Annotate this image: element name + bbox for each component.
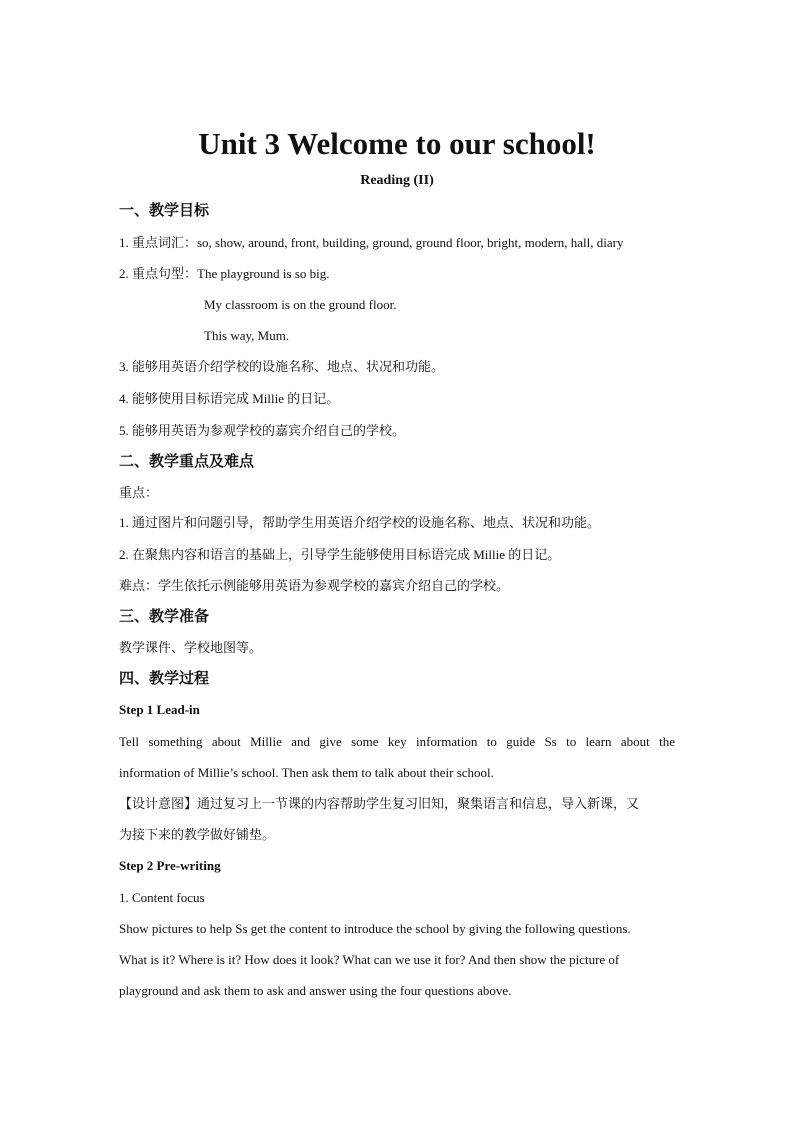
section-heading-preparation: 三、教学准备	[119, 609, 210, 625]
objective-sentence-3: This way, Mum.	[204, 328, 290, 343]
step-1-text-line-1: Tell something about Millie and give some key information to guide Ss to learn about the	[119, 734, 675, 749]
key-points-label: 重点：	[119, 485, 159, 500]
preparation-text: 教学课件、学校地图等。	[119, 640, 263, 655]
step-2-title: Step 2 Pre-writing	[119, 858, 221, 873]
section-heading-process: 四、教学过程	[119, 671, 210, 687]
page-subtitle: Reading (II)	[360, 173, 434, 188]
step-1-title: Step 1 Lead-in	[119, 702, 200, 717]
step-2-text-line-3: playground and ask them to ask and answer using the four questions above.	[119, 983, 512, 998]
objective-item-1: 1. 重点词汇：so, show, around, front, building, ground, ground floor, bright, modern, hall, diary	[119, 235, 624, 250]
key-point-item-2: 2. 在聚焦内容和语言的基础上，引导学生能够使用目标语完成 Millie 的日记。	[119, 547, 561, 562]
page-title: Unit 3 Welcome to our school!	[198, 126, 596, 161]
design-intent-line-2: 为接下来的教学做好铺垫。	[119, 827, 276, 842]
objective-sentence-2: My classroom is on the ground floor.	[204, 297, 397, 312]
step-2-text-line-1: Show pictures to help Ss get the content to introduce the school by giving the following questions.	[119, 921, 631, 936]
design-intent-line-1: 【设计意图】通过复习上一节课的内容帮助学生复习旧知，聚集语言和信息，导入新课，又	[119, 796, 640, 811]
objective-item-3: 3. 能够用英语介绍学校的设施名称、地点、状况和功能。	[119, 359, 445, 374]
step-2-text-line-2: What is it? Where is it? How does it look? What can we use it for? And then show the picture of	[119, 952, 620, 967]
section-heading-objectives: 一、教学目标	[119, 203, 210, 219]
objective-item-4: 4. 能够使用目标语完成 Millie 的日记。	[119, 391, 340, 406]
step-1-text-line-2: information of Millie’s school. Then ask them to talk about their school.	[119, 765, 494, 780]
objective-item-5: 5. 能够用英语为参观学校的嘉宾介绍自己的学校。	[119, 423, 406, 438]
difficulty-text: 难点：学生依托示例能够用英语为参观学校的嘉宾介绍自己的学校。	[119, 578, 510, 593]
key-point-item-1: 1. 通过图片和问题引导，帮助学生用英语介绍学校的设施名称、地点、状况和功能。	[119, 515, 601, 530]
step-2-subheading: 1. Content focus	[119, 890, 205, 905]
objective-item-2: 2. 重点句型：The playground is so big.	[119, 266, 330, 281]
section-heading-key-points: 二、教学重点及难点	[119, 454, 255, 470]
